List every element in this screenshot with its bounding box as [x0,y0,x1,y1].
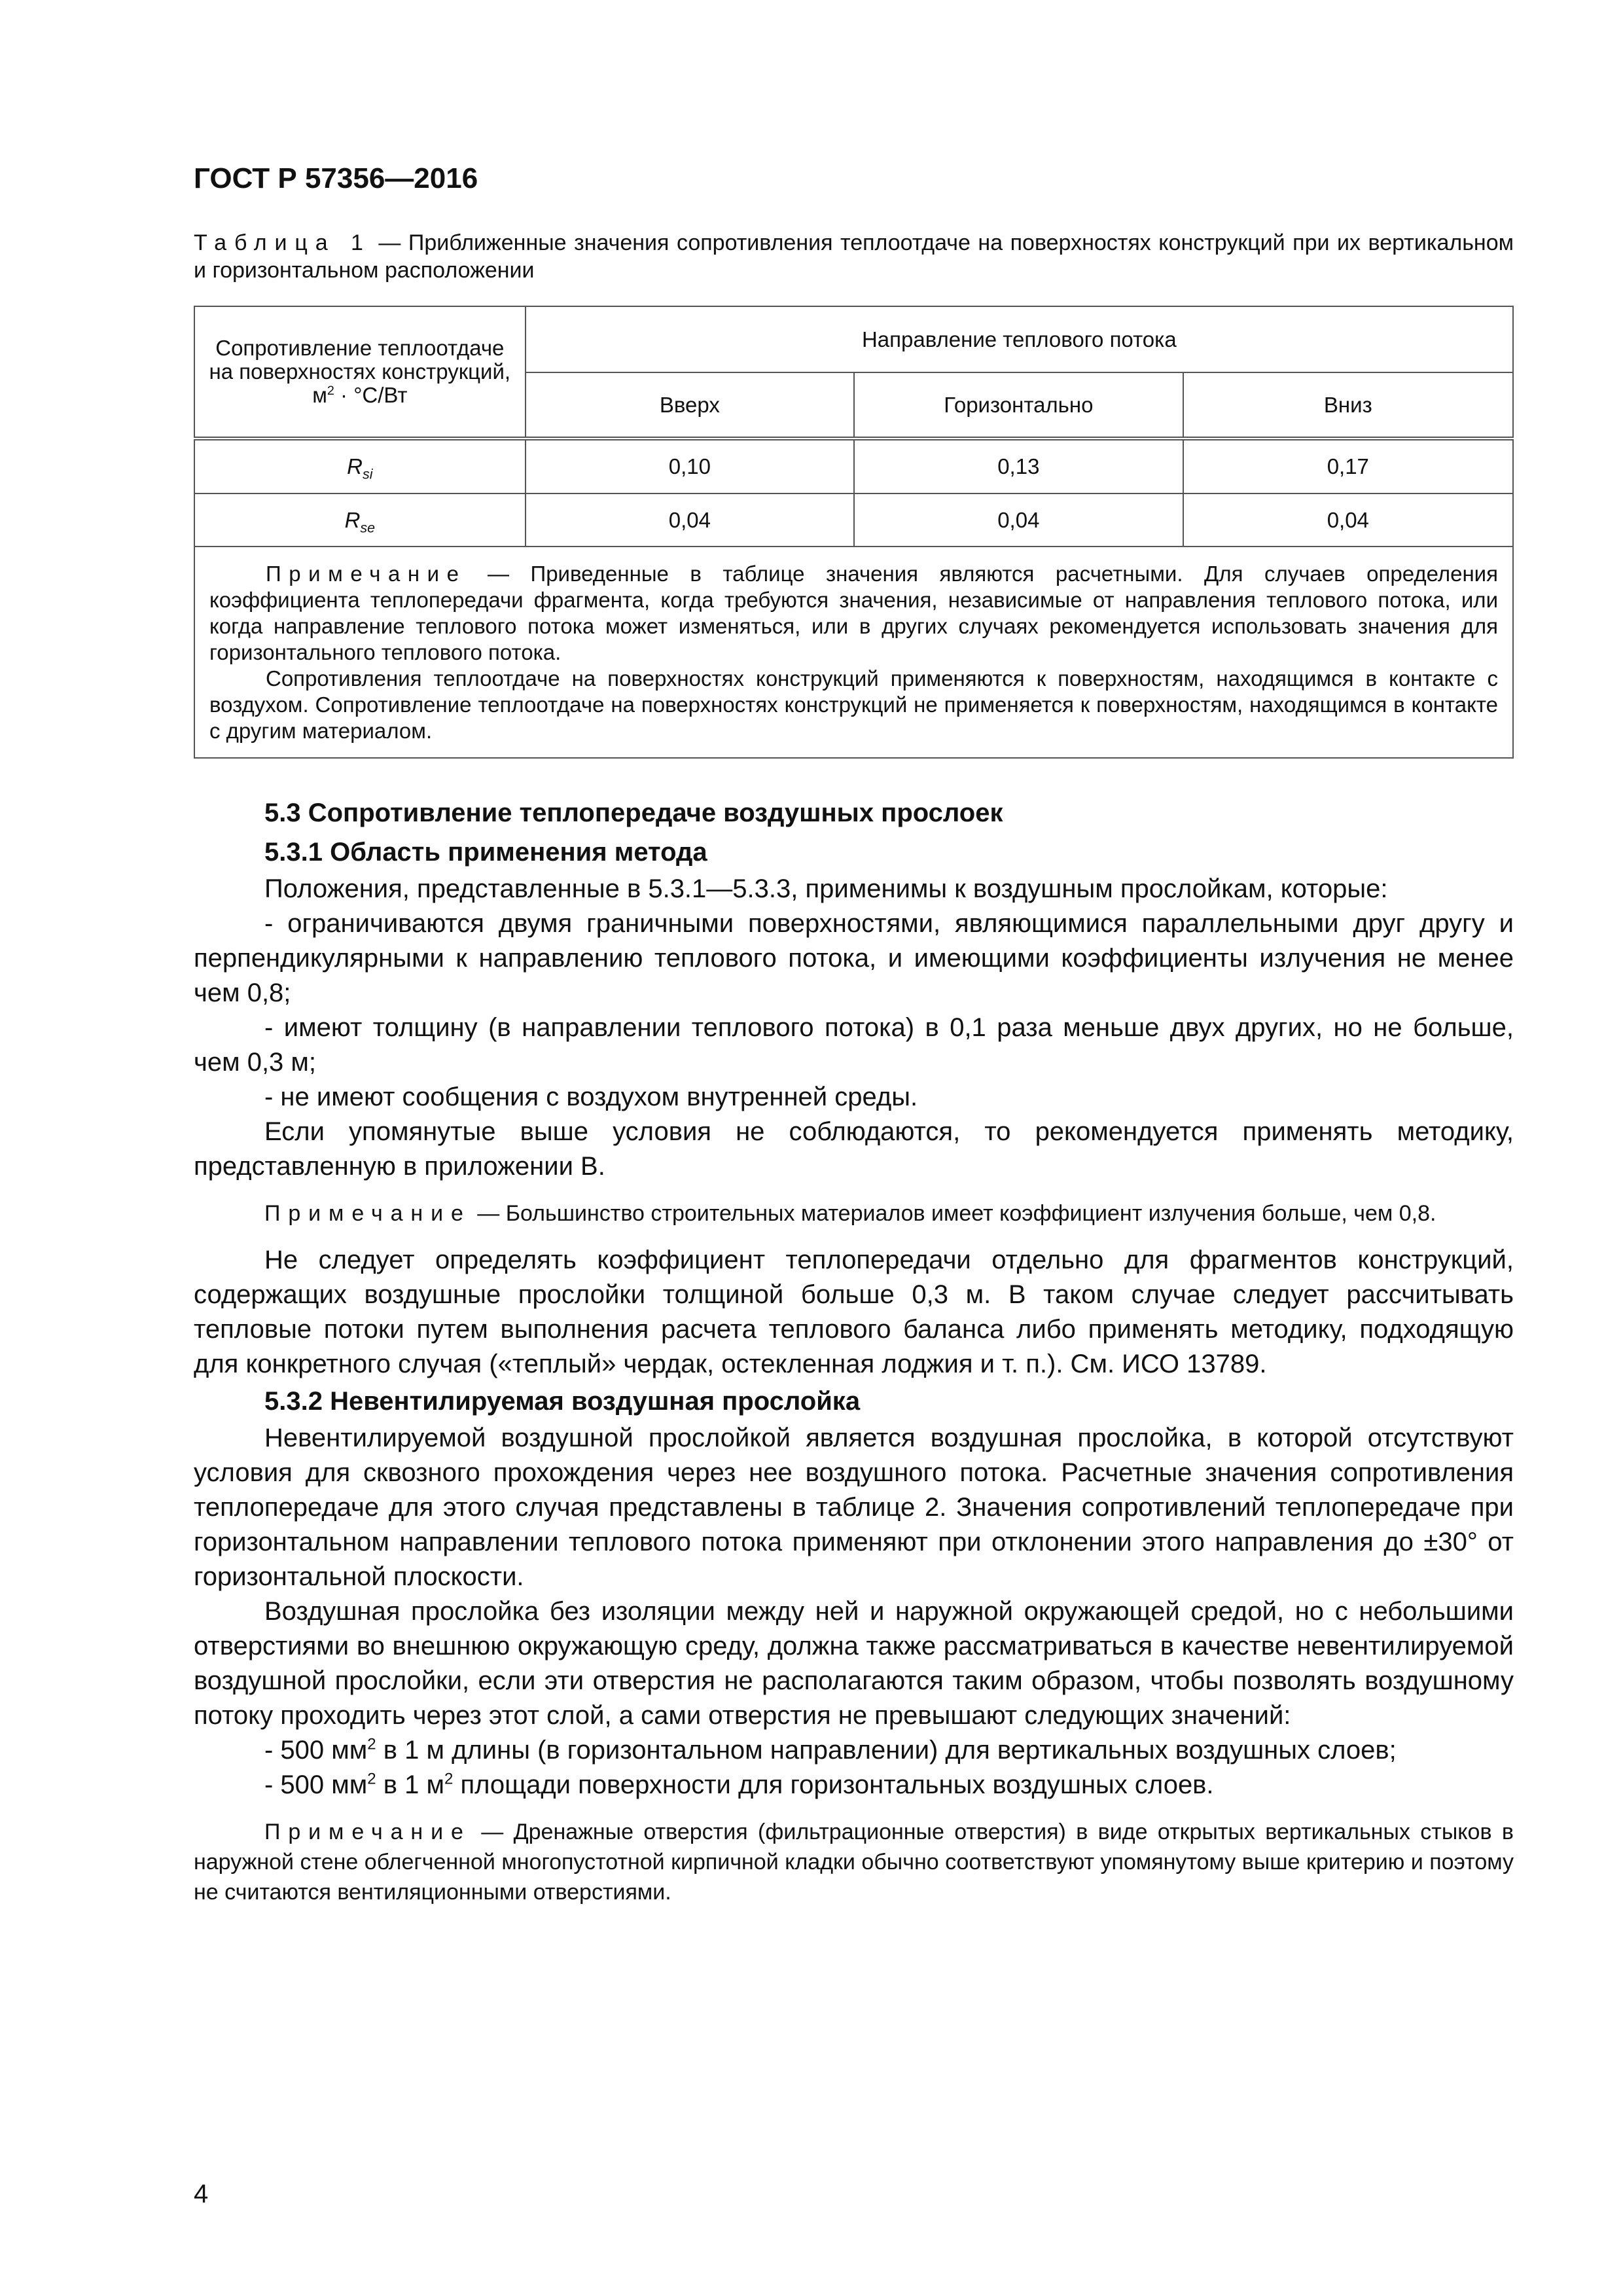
item-text: - 500 мм [264,1770,368,1799]
column-header: Вниз [1183,372,1513,439]
note-label: Примечание [264,1201,471,1226]
cell: 0,13 [854,439,1183,493]
note-text: — Дренажные отверстия (фильтрационные отверстия) в виде открытых вертикальных стыков в наружной стене облегченной многопустотной кирпичной кладки обычно соответствуют упомянутому выше критерию и поэтому не считаются вентиляционными отверстиями. [194,1820,1514,1905]
table-row [194,493,1513,547]
paragraph: Не следует определять коэффициент теплопередачи отдельно для фрагментов конструкций, содержащих воздушные прослойки толщиной больше 0,3 м. В таком случае следует рассчитывать тепловые потоки путем выполнения расчета теплового баланса либо применять методику, подходящую для конкретного случая («теплый» чердак, остекленная лоджия и т. п.). См. ИСО 13789. [194,1246,1514,1378]
group-header: Направление теплового потока [526,306,1513,372]
symbol: R [344,507,361,532]
exp: 2 [444,1770,454,1788]
symbol-sub: se [360,520,376,536]
unit-rest: · °C/Вт [334,383,408,407]
cell: 0,04 [854,493,1183,547]
symbol: R [347,454,363,478]
cell: 0,04 [1183,493,1513,547]
unit: м [312,383,327,407]
subsection-heading: 5.3.1 Область применения метода [264,838,707,867]
list-item [194,1733,1514,1768]
paragraph: Если упомянутые выше условия не соблюдаются, то рекомендуется применять методику, представленную в приложении В. [194,1117,1514,1181]
unit-exp: 2 [327,384,334,398]
item-text: в 1 м длины (в горизонтальном направлении) для вертикальных воздушных слоев; [376,1736,1397,1765]
column-header: Вверх [526,372,854,439]
table-note [194,547,1513,758]
main-text [194,793,1514,1922]
list-item [194,1768,1514,1803]
list-item: - ограничиваются двумя граничными поверхностями, являющимися параллельными друг другу и перпендикулярными к направлению теплового потока, и имеющими коэффициенты излучения не менее чем 0,8; [194,909,1514,1007]
cell: 0,17 [1183,439,1513,493]
note-text: — Большинство строительных материалов имеет коэффициент излучения больше, чем 0,8. [471,1201,1436,1226]
note-label: Примечание [266,561,467,586]
list-item: - имеют толщину (в направлении теплового потока) в 0,1 раза меньше двух других, но не больше, чем 0,3 м; [194,1013,1514,1077]
table-caption-label: Таблица 1 [194,230,371,255]
subsection-heading: 5.3.2 Невентилируемая воздушная прослойка [264,1387,861,1416]
cell: 0,10 [526,439,854,493]
note-text: Сопротивления теплоотдаче на поверхностях конструкций применяются к поверхностям, находящимся в контакте с воздухом. Сопротивление теплоотдаче на поверхностях конструкций не применяется к поверхностям, находящимся в контакте с другим материалом. [209,666,1498,743]
note [194,1817,1514,1907]
item-text: - 500 мм [264,1736,368,1765]
page-number: 4 [194,2179,209,2208]
exp: 2 [367,1770,376,1788]
section-heading: 5.3 Сопротивление теплопередаче воздушных прослоек [264,798,1003,827]
column-header: Горизонтально [854,372,1183,439]
paragraph: Невентилируемой воздушной прослойкой является воздушная прослойка, в которой отсутствуют условия для сквозного прохождения через нее воздушного потока. Расчетные значения сопротивления теплопередаче для этого случая представлены в таблице 2. Значения сопротивлений теплопередаче при горизонтальном направлении теплового потока применяют при отклонении этого направления до ±30° от горизонтальной плоскости. [194,1424,1514,1591]
row-symbol [194,493,526,547]
table-row [194,439,1513,493]
list-item: - не имеют сообщения с воздухом внутренней среды. [264,1083,918,1111]
document-header: ГОСТ Р 57356—2016 [194,162,478,194]
exp: 2 [367,1735,376,1753]
row-header-text: Сопротивление теплоотдаче на поверхностях конструкций, [209,336,511,384]
item-text: в 1 м [376,1770,444,1799]
item-text: площади поверхности для горизонтальных воздушных слоев. [453,1770,1214,1799]
cell: 0,04 [526,493,854,547]
note [194,1198,1514,1229]
paragraph: Воздушная прослойка без изоляции между ней и наружной окружающей средой, но с небольшими отверстиями во внешнюю окружающую среду, должна также рассматриваться в качестве невентилируемой воздушной прослойки, если эти отверстия не располагаются таким образом, чтобы позволять воздушному потоку проходить через этот слой, а сами отверстия не превышают следующих значений: [194,1597,1514,1730]
table-caption-text: — Приближенные значения сопротивления теплоотдаче на поверхностях конструкций при их вертикальном и горизонтальном расположении [194,230,1514,283]
row-header-cell [194,306,526,439]
table-caption [194,229,1514,284]
resistance-table [194,306,1514,759]
symbol-sub: si [363,466,373,482]
note-text: — Приведенные в таблице значения являются расчетными. Для случаев определения коэффициента теплопередачи фрагмента, когда требуются значения, независимые от направления теплового потока, или когда направление теплового потока может изменяться, или в других случаях рекомендуется использовать значения для горизонтального теплового потока. [209,561,1498,664]
paragraph: Положения, представленные в 5.3.1—5.3.3, применимы к воздушным прослойкам, которые: [264,874,1388,903]
row-symbol [194,439,526,493]
note-label: Примечание [264,1820,471,1844]
